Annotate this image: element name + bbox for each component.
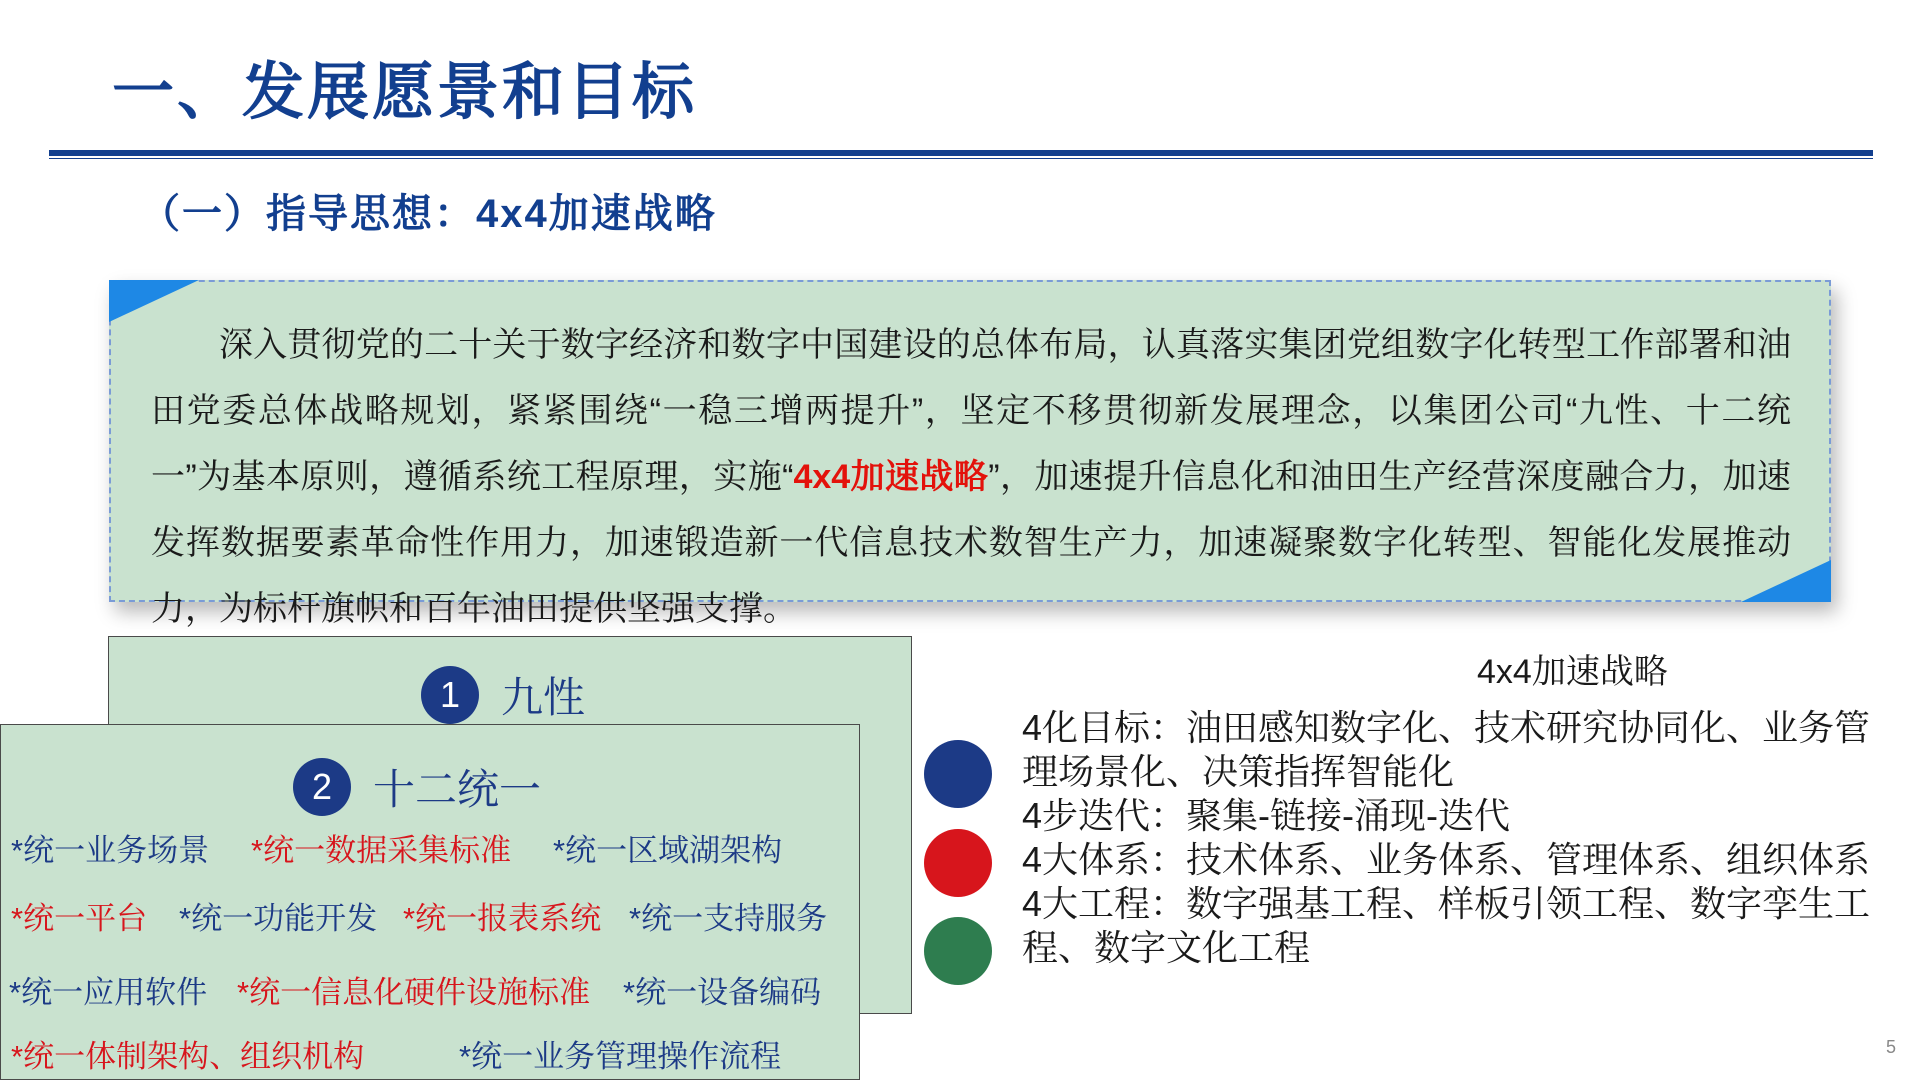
quote-text-before: 深入贯彻党的二十关于数字经济和数字中国建设的总体布局，认真落实集团党组数字化转型工作部署和油田党委总体战略规划，紧紧围绕“一稳三增两提升”，坚定不移贯彻新发展理念，以集团公司“九性、十二统一”为基本原则，遵循系统工程原理，实施“ xyxy=(151,326,1791,496)
unified-item: *统一数据采集标准 xyxy=(251,833,512,868)
green-circle-marker xyxy=(924,917,992,985)
unified-item: *统一功能开发 xyxy=(179,901,378,936)
strategy-list xyxy=(1022,706,1882,970)
twelve-unified-card xyxy=(0,724,860,1080)
guiding-ideology-box xyxy=(109,280,1831,628)
nine-nature-label: 九性 xyxy=(501,674,586,721)
unified-item: *统一支持服务 xyxy=(629,901,828,936)
unified-item: *统一信息化硬件设施标准 xyxy=(237,975,591,1010)
strategy-line-projects: 4大工程：数字强基工程、样板引领工程、数字孪生工程、数字文化工程 xyxy=(1022,883,1871,968)
strategy-line-iteration: 4步迭代：聚集-链接-涌现-迭代 xyxy=(1022,795,1510,836)
quote-highlight: 4x4加速战略 xyxy=(793,458,989,496)
nine-nature-header xyxy=(421,665,585,725)
unified-item: *统一平台 xyxy=(11,901,148,936)
unified-item: *统一业务管理操作流程 xyxy=(459,1039,782,1074)
twelve-unified-header xyxy=(293,757,541,817)
red-circle-marker xyxy=(924,829,992,897)
unified-item: *统一体制架构、组织机构 xyxy=(11,1039,365,1074)
strategy-title: 4x4加速战略 xyxy=(1477,653,1668,691)
number-badge-2: 2 xyxy=(293,758,351,816)
blue-circle-marker xyxy=(924,740,992,808)
unified-item: *统一报表系统 xyxy=(403,901,602,936)
quote-text-after: ”，加速提升信息化和油田生产经营深度融合力，加速发挥数据要素革命性作用力，加速锻造新一代信息技术数智生产力，加速凝聚数字化转型、智能化发展推动力，为标杆旗帜和百年油田提供坚强支撑。 xyxy=(151,458,1791,628)
unified-item: *统一应用软件 xyxy=(9,975,208,1010)
twelve-unified-label: 十二统一 xyxy=(373,766,542,813)
unified-item: *统一设备编码 xyxy=(623,975,822,1010)
strategy-line-goals: 4化目标：油田感知数字化、技术研究协同化、业务管理场景化、决策指挥智能化 xyxy=(1022,707,1871,792)
title-divider xyxy=(49,150,1873,156)
number-badge-1: 1 xyxy=(421,666,479,724)
strategy-line-systems: 4大体系：技术体系、业务体系、管理体系、组织体系 xyxy=(1022,839,1871,880)
guiding-ideology-text xyxy=(151,312,1791,642)
unified-item: *统一区域湖架构 xyxy=(553,833,783,868)
page-title: 一、发展愿景和目标 xyxy=(112,58,698,127)
unified-item: *统一业务场景 xyxy=(11,833,210,868)
page-number: 5 xyxy=(1885,1037,1896,1057)
section-subtitle: （一）指导思想：4x4加速战略 xyxy=(140,192,717,236)
title-divider-thin xyxy=(49,158,1873,159)
